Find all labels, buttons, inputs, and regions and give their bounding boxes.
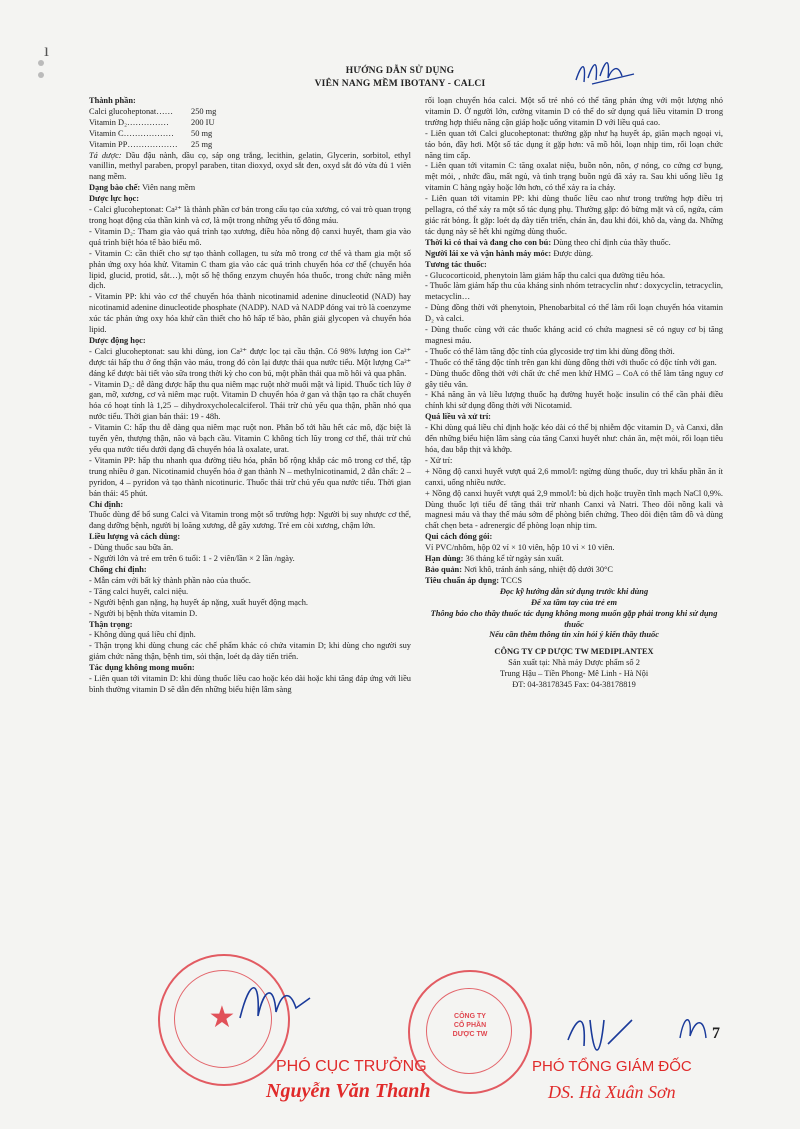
paragraph: Thuốc dùng để bổ sung Calci và Vitamin trong một số trường hợp: Người bị suy nhược cơ thể, đang dưỡng bệnh, người bị loãng xương, dễ gãy xương. Trẻ em còi xương, chậm lớn. [89,510,411,531]
handwritten-initials [572,56,642,88]
ingredient-row: Vitamin PP……………… 25 mg [89,139,213,149]
doc-title: HƯỚNG DẪN SỬ DỤNG [345,66,455,76]
adverse-heading: Tác dụng không mong muốn: [89,663,195,673]
list-item: - Dùng thuốc cùng với các thuốc kháng acid có chứa magnesi sẽ có nguy cơ bị tăng magnesi máu. [425,325,723,345]
paragraph: - Vitamin C: hấp thu dễ dàng qua niêm mạc ruột non. Phân bố tới hầu hết các mô, đặc biệt là tuyến yên, thượng thận, não và bạch cầu. Vitamin C không tích lũy trong cơ thể, thải trừ chủ yếu qua nước tiểu dưới dạng đã chuyển hóa là oxalate, urat. [89,423,411,454]
paragraph: - Vitamin PP: hấp thu nhanh qua đường tiêu hóa, phân bố rộng khắp các mô trong cơ thể, tập trung nhiều ở gan. Nicotinamid chuyển hóa ở gan thành N – methylnicotinamid, 2 dẫn chất: 2 – pyridon, 4 – pyridon và tạo thành nicotinuric. Thuốc thải trừ chủ yếu qua nước tiểu. Thời gian bán thải: 45 phút. [89,455,411,498]
notice: Để xa tầm tay của trẻ em [530,597,618,607]
paragraph: - Vitamin D₂: Tham gia vào quá trình tạo xương, điều hòa nồng độ canxi huyết, tham gia vào quá trình biệt hóa tế bào biểu mô. [89,226,411,247]
storage: Bảo quản: Nơi khô, tránh ánh sáng, nhiệt độ dưới 30°C [425,564,613,574]
ingredient-row: Vitamin C……………… 50 mg [89,128,213,138]
government-seal: ★ [158,954,290,1086]
standard: Tiêu chuẩn áp dụng: TCCS [425,575,522,585]
company-seal: CÔNG TY CỔ PHẦN DƯỢC TW [408,970,532,1094]
paragraph: - Calci glucoheptonat: Ca²⁺ là thành phần cơ bản trong cấu tạo của xương, có vai trò quan trọng trong hoạt động của thần kinh và cơ, là một trong những yếu tố đông máu. [89,205,411,225]
driver-note: Người lái xe và vận hành máy móc: Được dùng. [425,248,593,258]
list-item: - Dùng đồng thời với phenytoin, Phenobarbital có thể làm rối loạn chuyển hóa vitamin D₂ và calci. [425,303,723,324]
list-item: - Dùng thuốc đồng thời với chất ức chế men khử HMG – CoA có thể làm tăng nguy cơ gây tiêu vân. [425,368,723,389]
paragraph: - Xử trí: [425,455,453,465]
dosage-form: Dạng bào chế: Viên nang mềm [89,183,196,193]
signature-left [230,968,320,1048]
ingredient-row: Calci glucoheptonat…… 250 mg [89,106,217,116]
pharmacodynamics-heading: Dược lực học: [89,194,140,204]
margin-mark: ı [44,40,50,60]
notice: Nếu cần thêm thông tin xin hỏi ý kiến thầy thuốc [489,630,659,640]
contraindications-heading: Chống chỉ định: [89,564,147,574]
ingredients-heading: Thành phần: [89,96,136,105]
paragraph: + Nồng độ canxi huyết vượt quá 2,9 mmol/l: bù dịch hoặc truyền tĩnh mạch NaCl 0,9%. Dùng thuốc lợi tiểu để tăng thải trừ nhanh Canxi và Natri. Theo dõi nồng kali và magnesi máu và thay thế máu sớm để phòng biến chứng. Theo dõi điện tâm đồ và dùng chất chẹn beta - adrenergic để phòng loạn nhịp tim. [425,488,723,531]
packaging: Vỉ PVC/nhôm, hộp 02 vỉ × 10 viên, hộp 10 vỉ × 10 viên. [425,543,615,553]
left-signatory-title: PHÓ CỤC TRƯỞNG [276,1058,427,1075]
dosage-heading: Liều lượng và cách dùng: [89,532,181,542]
notice: Thông báo cho thầy thuốc tác dụng không mong muốn gặp phải trong khi sử dụng thuốc [430,608,718,629]
ingredient-row: Vitamin D₂…………… 200 IU [89,117,215,127]
address: Trung Hậu – Tiền Phong- Mê Linh - Hà Nội [499,669,649,679]
list-item: - Người bệnh gan nặng, hạ huyết áp nặng, xuất huyết động mạch. [89,597,308,607]
paragraph: - Liên quan tới vitamin D: khi dùng thuốc liều cao hoặc kéo dài hoặc khi tăng đáp ứng với liều bình thường vitamin D sẽ dẫn đến những biểu hiện lâm sàng [89,674,411,694]
list-item: - Người bị bệnh thừa vitamin D. [89,608,198,618]
left-signatory-name: Nguyễn Văn Thanh [266,1080,431,1102]
list-item: - Thuốc có thể tăng độc tính trên gan khi dùng đồng thời với thuốc có độc tính với gan. [425,357,717,367]
pharmacokinetics-heading: Dược động học: [89,335,146,345]
paragraph: - Vitamin D₂: dễ dàng được hấp thu qua niêm mạc ruột nhờ muối mật và lipid. Thuốc tích lũy ở gan, mỡ, xương, cơ và niêm mạc ruột. Vitamin D chuyển hóa ở gan và thận tạo ra chất chuyển hóa có hoạt tính là 1,25 – dihydroxycholecalciferol. Thải trừ chủ yếu qua thận, phần nhỏ qua nước tiểu. Thời gian bán thải: 19 - 48h. [89,379,411,422]
indications-heading: Chỉ định: [89,499,124,509]
list-item: - Glucocorticoid, phenytoin làm giảm hấp thu calci qua đường tiêu hóa. [425,270,665,280]
paragraph: - Liên quan tới vitamin C: tăng oxalat niệu, buồn nôn, nôn, ợ nóng, co cứng cơ bụng, mệt mỏi, , nhức đầu, mất ngủ, và tình trạng buồn ngủ đã xảy ra. Sau khi uống liều 1g vitamin C hàng ngày hoặc lớn hơn, có thể xảy ra ỉa chảy. [425,161,723,193]
excipients: Tá dược: Dầu đậu nành, dầu cọ, sáp ong trắng, lecithin, gelatin, Glycerin, sorbitol, ethyl vanillin, methyl paraben, propyl paraben, titan dioxyd, oxyd sắt đen, oxyd sắt đỏ vừa đủ 1 viên nang mềm. [89,150,411,182]
right-column [425,96,723,691]
doc-subtitle: VIÊN NANG MỀM IBOTANY - CALCI [314,79,486,89]
list-item: - Thuốc làm giảm hấp thu của kháng sinh nhóm tetracyclin như : doxycyclin, tetracyclin, metacyclin… [425,281,723,302]
paragraph: - Liên quan tới vitamin PP: khi dùng thuốc liều cao như trong trường hợp điều trị pellagra, có thể xảy ra một số tác dụng phụ. Thường gặp: đỏ bừng mặt và cổ, ngứa, cảm giác rát bỏng. Ít gặp: loét dạ dày tiến triển, chán ăn, đau khi đói, khô da, vàng da. Những tác dụng này sẽ hết khi ngừng dùng thuốc. [425,194,723,236]
paragraph: rối loạn chuyển hóa calci. Một số trẻ nhỏ có thể tăng phản ứng với một lượng nhỏ vitamin D. Ở người lớn, cường vitamin D có thể do sử dụng quá liều vitamin D trong trường hợp thiểu năng cận giáp hoặc uống vitamin D với liều quá cao. [425,96,723,127]
list-item: - Thuốc có thể làm tăng độc tính của glycoside trợ tim khi dùng đồng thời. [425,346,675,356]
interactions-heading: Tương tác thuốc: [425,259,487,269]
list-item: - Người lớn và trẻ em trên 6 tuổi: 1 - 2 viên/lần × 2 lần /ngày. [89,554,295,564]
list-item: - Thận trọng khi dùng chung các chế phẩm khác có chứa vitamin D; khi dùng cho người suy giảm chức năng thận, bệnh tim, sỏi thận, loét dạ dày tiến triển. [89,641,411,662]
paragraph: - Liên quan tới Calci glucoheptonat: thường gặp như hạ huyết áp, giãn mạch ngoại vi, táo bón, đầy hơi. Một số tác dụng ít gặp hơn: vã mồ hôi, loạn nhịp tim, rối loạn chức năng tim cấp. [425,128,723,160]
paragraph: + Nồng độ canxi huyết vượt quá 2,6 mmol/l: ngừng dùng thuốc, duy trì khẩu phần ăn ít canxi, uống nhiều nước. [425,466,723,487]
list-item: - Không dùng quá liều chỉ định. [89,630,196,640]
handwritten-mark [676,1008,712,1048]
caution-heading: Thận trọng: [89,619,133,629]
right-signatory-name: DS. Hà Xuân Sơn [548,1082,676,1102]
list-item: - Tăng calci huyết, calci niệu. [89,586,189,596]
factory: Sản xuất tại: Nhà máy Dược phẩm số 2 [508,658,640,668]
pregnancy-note: Thời kì có thai và đang cho con bú: Dùng theo chỉ định của thầy thuốc. [425,237,671,247]
paragraph: - Khi dùng quá liều chỉ định hoặc kéo dài có thể bị nhiễm độc vitamin D₂ và Canxi, dẫn đến những biểu hiện lâm sàng của tăng Canxi huyết như: chán ăn, mệt mỏi, rối loạn tiêu hóa, đau bắp thịt và khớp. [425,423,723,454]
paragraph: - Vitamin C: cần thiết cho sự tạo thành collagen, tu sửa mô trong cơ thể và tham gia một số phản ứng oxy hóa khử. Vitamin C tham gia vào các quá trình chuyển hóa cơ thể (chuyển hóa lipid, glucid, protid, sắt…), một số hệ thống enzym chuyển hóa thuốc, trong chức năng miễn dịch. [89,248,411,291]
list-item: - Khả năng ăn và liều lượng thuốc hạ đường huyết hoặc insulin có thể cần phải điều chỉnh khi sử dụng đồng thời với Nicotamid. [425,390,723,411]
packaging-heading: Qui cách đóng gói: [425,532,493,542]
phone-fax: ĐT: 04-38178345 Fax: 04-38178819 [512,680,636,690]
company-name: CÔNG TY CP DƯỢC TW MEDIPLANTEX [494,647,654,657]
left-column [89,96,411,696]
overdose-heading: Quá liều và xử trí: [425,412,491,422]
notice: Đọc kỹ hướng dẫn sử dụng trước khi dùng [499,586,649,596]
paragraph: - Calci glucoheptonat: sau khi dùng, ion Ca²⁺ được lọc tại cầu thận. Có 98% lượng ion Ca²⁺ được tái hấp thu ở ống thận vào máu, trong đó còn lại được thải qua nước tiểu. Một lượng Ca²⁺ đáng kể được bài tiết vào sữa trong thời kỳ cho con bú, một phần thải qua mồ hôi và qua phân. [89,346,411,378]
right-signatory-title: PHÓ TỔNG GIÁM ĐỐC [532,1058,692,1075]
list-item: - Mẫn cảm với bất kỳ thành phần nào của thuốc. [89,575,251,585]
expiry: Hạn dùng: 36 tháng kể từ ngày sản xuất. [425,554,564,564]
paragraph: - Vitamin PP: khi vào cơ thể chuyển hóa thành nicotinamid adenine dinucleotid (NAD) hay nicotinamid adenine dinucleotide phosphate (NADP). NAD và NADP đóng vai trò là coenzyme xúc tác phản ứng oxy hóa khử cần thiết cho hô hấp tế bào, phân giải glycopen và chuyển hóa lipid. [89,292,411,335]
list-item: - Dùng thuốc sau bữa ăn. [89,543,174,553]
page-number: 7 [712,1025,720,1042]
